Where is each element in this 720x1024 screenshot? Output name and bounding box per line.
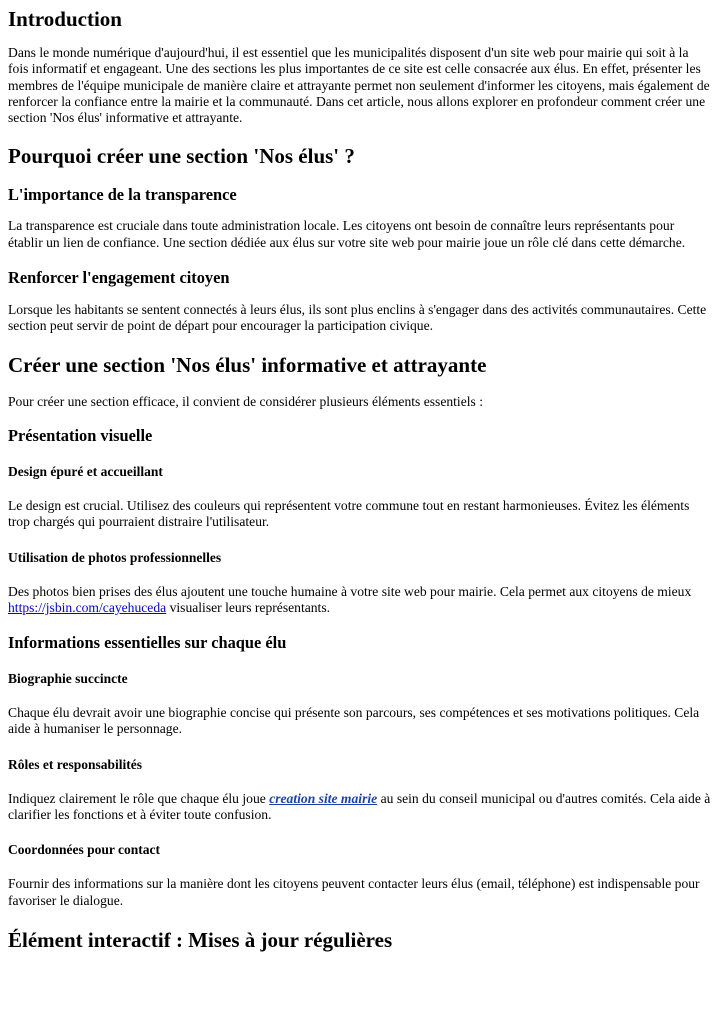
intro-heading: Introduction: [8, 7, 122, 31]
jsbin-link[interactable]: https://jsbin.com/cayehuceda: [8, 599, 167, 615]
create-paragraph: Pour créer une section efficace, il convient de considérer plusieurs éléments essentiels :: [8, 393, 483, 409]
intro-paragraph: Dans le monde numérique d'aujourd'hui, il est essentiel que les municipalités disposent d'un site web pour mairie qui soit à la fois informatif et engageant. Une des sections les plus importantes de ce site est celle consacrée aux élus. En effet, présenter les membres de l'équipe municipale de manière claire et attrayante permet non seulement d'informer les citoyens, mais également de renforcer la confiance entre la mairie et la communauté. Dans cet article, nous allons explorer en profondeur comment créer une section 'Nos élus' informative et attrayante.: [8, 45, 710, 126]
photos-text-before: Des photos bien prises des élus ajoutent une touche humaine à votre site web pour mairie. Cela permet aux citoyens de mieux: [8, 583, 692, 599]
contact-paragraph: Fournir des informations sur la manière dont les citoyens peuvent contacter leurs élus (email, téléphone) est indispensable pour favoriser le dialogue.: [8, 876, 700, 908]
photos-text-after: visualiser leurs représentants.: [166, 599, 331, 615]
engagement-heading: Renforcer l'engagement citoyen: [8, 268, 230, 288]
roles-paragraph: [8, 791, 712, 824]
roles-text-before: Indiquez clairement le rôle que chaque élu joue: [8, 790, 270, 806]
photos-heading: Utilisation de photos professionnelles: [8, 549, 222, 565]
design-heading: Design épuré et accueillant: [8, 463, 163, 479]
photos-paragraph: [8, 584, 712, 617]
bio-paragraph: Chaque élu devrait avoir une biographie concise qui présente son parcours, ses compétences et ses motivations politiques. Cela aide à humaniser le personnage.: [8, 705, 700, 737]
creation-site-mairie-link[interactable]: creation site mairie: [269, 790, 378, 806]
engagement-paragraph: Lorsque les habitants se sentent connectés à leurs élus, ils sont plus enclins à s'engager dans des activités communautaires. Cette section peut servir de point de départ pour encourager la participation civique.: [8, 302, 707, 334]
transparency-paragraph: La transparence est cruciale dans toute administration locale. Les citoyens ont besoin de connaître leurs représentants pour établir un lien de confiance. Une section dédiée aux élus sur votre site web pour mairie joue un rôle clé dans cette démarche.: [8, 218, 686, 250]
contact-heading: Coordonnées pour contact: [8, 842, 161, 858]
info-heading: Informations essentielles sur chaque élu: [8, 633, 287, 653]
roles-heading: Rôles et responsabilités: [8, 756, 142, 772]
why-heading: Pourquoi créer une section 'Nos élus' ?: [8, 144, 355, 169]
visual-heading: Présentation visuelle: [8, 425, 153, 445]
create-heading: Créer une section 'Nos élus' informative et attrayante: [8, 352, 487, 377]
bio-heading: Biographie succincte: [8, 671, 128, 687]
article: [0, 7, 720, 952]
transparency-heading: L'importance de la transparence: [8, 185, 237, 205]
interactive-heading: Élément interactif : Mises à jour régulières: [8, 927, 393, 952]
roles-text-after: au sein du conseil municipal ou d'autres comités. Cela aide à clarifier les fonctions et à éviter toute confusion.: [8, 790, 711, 823]
design-paragraph: Le design est crucial. Utilisez des couleurs qui représentent votre commune tout en restant harmonieuses. Évitez les éléments trop chargés qui pourraient distraire l'utilisateur.: [8, 497, 690, 530]
